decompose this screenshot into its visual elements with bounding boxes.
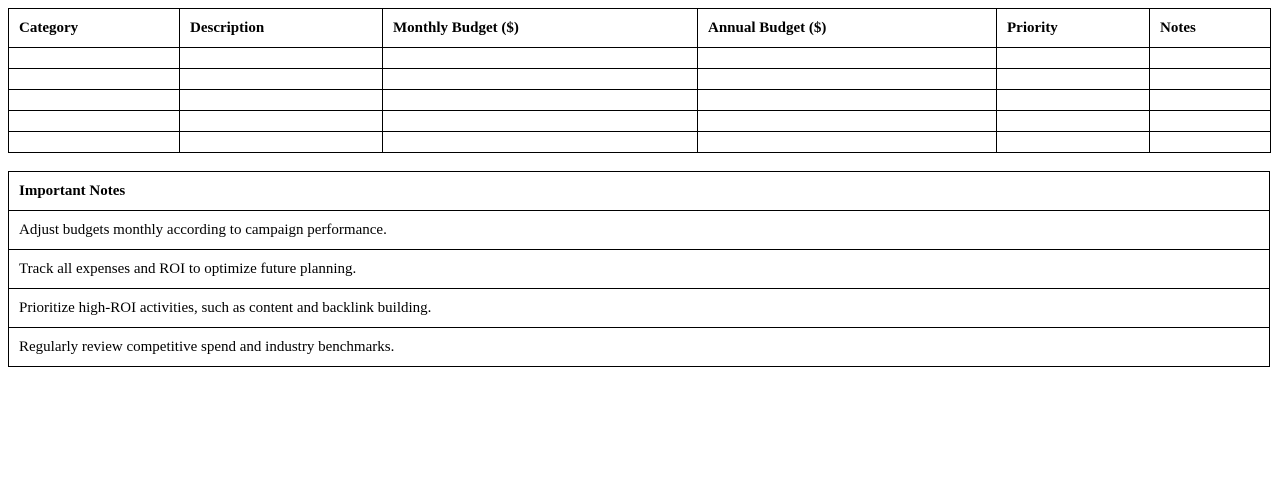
- table-cell[interactable]: [383, 111, 698, 132]
- table-cell[interactable]: [9, 111, 180, 132]
- table-cell[interactable]: [180, 90, 383, 111]
- table-cell[interactable]: [997, 48, 1150, 69]
- header-annual-budget: Annual Budget ($): [698, 9, 997, 48]
- budget-table: [8, 8, 1271, 153]
- table-cell[interactable]: [997, 90, 1150, 111]
- table-cell[interactable]: [698, 111, 997, 132]
- header-priority: Priority: [997, 9, 1150, 48]
- table-row: [9, 90, 1271, 111]
- table-cell[interactable]: [997, 111, 1150, 132]
- table-cell[interactable]: [383, 69, 698, 90]
- note-row: [9, 211, 1270, 250]
- table-cell[interactable]: [997, 132, 1150, 153]
- table-cell[interactable]: [383, 48, 698, 69]
- table-cell[interactable]: [180, 69, 383, 90]
- note-row: [9, 250, 1270, 289]
- table-cell[interactable]: [9, 90, 180, 111]
- table-row: [9, 111, 1271, 132]
- table-cell[interactable]: [9, 132, 180, 153]
- table-cell[interactable]: [1150, 132, 1271, 153]
- table-cell[interactable]: [698, 90, 997, 111]
- table-cell[interactable]: [383, 132, 698, 153]
- header-description: Description: [180, 9, 383, 48]
- table-cell[interactable]: [698, 132, 997, 153]
- table-row: [9, 132, 1271, 153]
- notes-title: Important Notes: [9, 172, 1270, 211]
- table-cell[interactable]: [698, 48, 997, 69]
- table-row: [9, 69, 1271, 90]
- table-cell[interactable]: [1150, 111, 1271, 132]
- table-cell[interactable]: [9, 69, 180, 90]
- table-cell[interactable]: [180, 132, 383, 153]
- table-cell[interactable]: [383, 90, 698, 111]
- table-row: [9, 48, 1271, 69]
- note-row: [9, 328, 1270, 367]
- note-item: Prioritize high-ROI activities, such as content and backlink building.: [9, 289, 1270, 328]
- notes-header-row: [9, 172, 1270, 211]
- header-notes: Notes: [1150, 9, 1271, 48]
- budget-header-row: [9, 9, 1271, 48]
- note-item: Track all expenses and ROI to optimize future planning.: [9, 250, 1270, 289]
- table-cell[interactable]: [1150, 90, 1271, 111]
- important-notes-table: [8, 171, 1270, 367]
- note-item: Adjust budgets monthly according to campaign performance.: [9, 211, 1270, 250]
- table-cell[interactable]: [9, 48, 180, 69]
- table-cell[interactable]: [1150, 69, 1271, 90]
- table-cell[interactable]: [1150, 48, 1271, 69]
- table-cell[interactable]: [997, 69, 1150, 90]
- table-cell[interactable]: [180, 48, 383, 69]
- note-row: [9, 289, 1270, 328]
- note-item: Regularly review competitive spend and industry benchmarks.: [9, 328, 1270, 367]
- header-category: Category: [9, 9, 180, 48]
- table-cell[interactable]: [698, 69, 997, 90]
- header-monthly-budget: Monthly Budget ($): [383, 9, 698, 48]
- table-cell[interactable]: [180, 111, 383, 132]
